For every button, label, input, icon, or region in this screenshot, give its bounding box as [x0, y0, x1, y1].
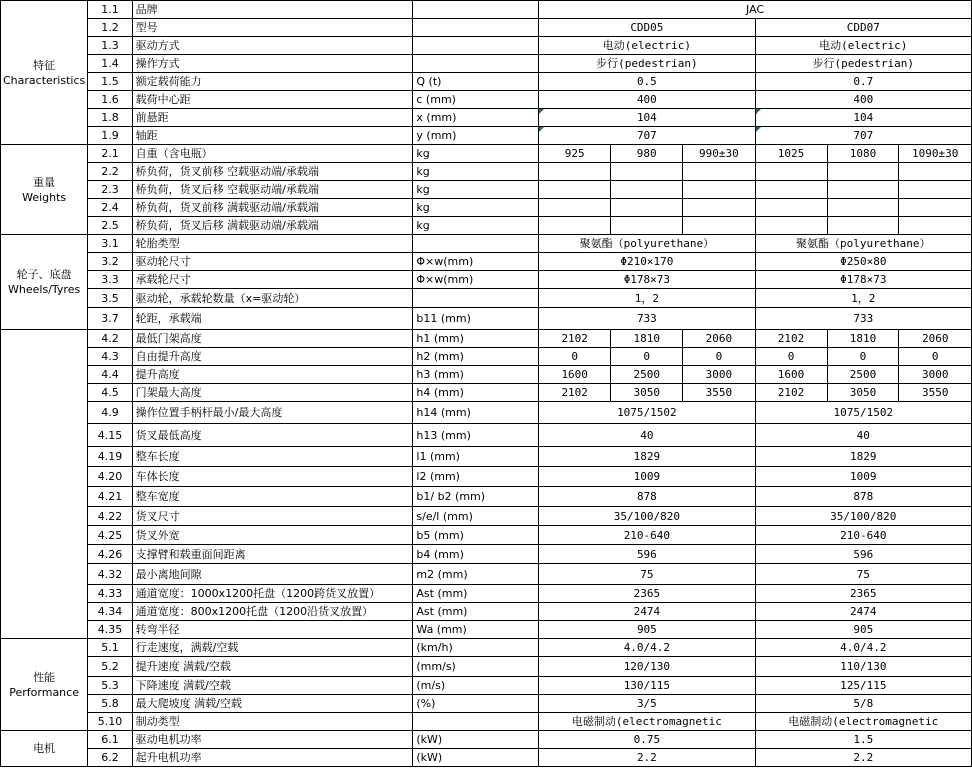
- model-a-value-cell[interactable]: Φ210×170: [539, 253, 755, 271]
- brand-value-cell[interactable]: JAC: [539, 1, 972, 19]
- model-a-value-cell[interactable]: 40: [539, 424, 755, 447]
- item-label-cell[interactable]: 操作方式: [132, 55, 413, 73]
- unit-cell[interactable]: kg: [413, 163, 539, 181]
- unit-cell[interactable]: Wa (mm): [413, 621, 539, 639]
- item-number-cell[interactable]: 5.1: [88, 639, 132, 657]
- unit-cell[interactable]: b5 (mm): [413, 526, 539, 545]
- item-number-cell[interactable]: 4.4: [88, 366, 132, 384]
- value-cell[interactable]: [827, 199, 899, 217]
- item-number-cell[interactable]: 1.4: [88, 55, 132, 73]
- item-number-cell[interactable]: 4.20: [88, 467, 132, 487]
- section-label-cell[interactable]: 电机: [1, 731, 88, 767]
- spec-row: [1, 109, 972, 127]
- model-b-value-cell[interactable]: 2474: [755, 603, 971, 621]
- value-cell[interactable]: [683, 163, 755, 181]
- unit-cell[interactable]: b4 (mm): [413, 545, 539, 564]
- item-number-cell[interactable]: 4.26: [88, 545, 132, 564]
- item-label-cell[interactable]: 桥负荷，货叉前移 空载驱动端/承载端: [132, 163, 413, 181]
- unit-cell[interactable]: [413, 19, 539, 37]
- value-cell[interactable]: 0: [539, 348, 611, 366]
- item-number-cell[interactable]: 4.34: [88, 603, 132, 621]
- model-b-value-cell[interactable]: 1.5: [755, 731, 971, 749]
- item-number-cell[interactable]: 6.2: [88, 749, 132, 767]
- value-cell[interactable]: [683, 181, 755, 199]
- model-a-value-cell[interactable]: 1075/1502: [539, 402, 755, 424]
- item-label-cell[interactable]: 行走速度，满载/空载: [132, 639, 413, 657]
- unit-cell[interactable]: (mm/s): [413, 657, 539, 677]
- item-label-cell[interactable]: 驱动轮尺寸: [132, 253, 413, 271]
- model-a-value-cell[interactable]: 1，2: [539, 289, 755, 308]
- model-b-value-cell[interactable]: 110/130: [755, 657, 971, 677]
- value-cell[interactable]: 2060: [899, 330, 972, 348]
- value-cell[interactable]: 2500: [827, 366, 899, 384]
- value-cell[interactable]: 3000: [683, 366, 755, 384]
- item-number-cell[interactable]: 3.5: [88, 289, 132, 308]
- model-b-value-cell[interactable]: 步行(pedestrian): [755, 55, 971, 73]
- item-label-cell[interactable]: 转弯半径: [132, 621, 413, 639]
- value-cell[interactable]: 3050: [827, 384, 899, 402]
- value-cell[interactable]: [611, 163, 683, 181]
- value-cell[interactable]: 1810: [611, 330, 683, 348]
- spec-row: [1, 199, 972, 217]
- value-cell[interactable]: 0: [683, 348, 755, 366]
- model-a-value-cell[interactable]: 步行(pedestrian): [539, 55, 755, 73]
- model-b-value-cell[interactable]: 聚氨酯（polyurethane）: [755, 235, 971, 253]
- unit-cell[interactable]: (%): [413, 695, 539, 713]
- unit-cell[interactable]: c (mm): [413, 91, 539, 109]
- item-label-cell[interactable]: 起升电机功率: [132, 749, 413, 767]
- item-label-cell[interactable]: 货叉最低高度: [132, 424, 413, 447]
- item-number-cell[interactable]: 4.19: [88, 447, 132, 467]
- unit-cell[interactable]: h2 (mm): [413, 348, 539, 366]
- unit-cell[interactable]: Ast (mm): [413, 585, 539, 603]
- item-label-cell[interactable]: 自由提升高度: [132, 348, 413, 366]
- model-a-value-cell[interactable]: 3/5: [539, 695, 755, 713]
- unit-cell[interactable]: h14 (mm): [413, 402, 539, 424]
- spec-row: [1, 731, 972, 749]
- model-b-value-cell[interactable]: 0.7: [755, 73, 971, 91]
- model-b-value-cell[interactable]: 2.2: [755, 749, 971, 767]
- item-label-cell[interactable]: 最低门架高度: [132, 330, 413, 348]
- model-a-value-cell[interactable]: 0.75: [539, 731, 755, 749]
- value-cell[interactable]: [539, 181, 611, 199]
- unit-cell[interactable]: [413, 289, 539, 308]
- spec-row: [1, 545, 972, 564]
- unit-cell[interactable]: kg: [413, 181, 539, 199]
- item-label-cell[interactable]: 整车宽度: [132, 487, 413, 507]
- value-cell[interactable]: 1810: [827, 330, 899, 348]
- unit-cell[interactable]: h4 (mm): [413, 384, 539, 402]
- spec-row: [1, 91, 972, 109]
- spec-row: [1, 603, 972, 621]
- spec-row: [1, 467, 972, 487]
- value-cell[interactable]: 0: [755, 348, 827, 366]
- unit-cell[interactable]: [413, 1, 539, 19]
- value-cell[interactable]: 2500: [611, 366, 683, 384]
- value-cell[interactable]: 2102: [755, 384, 827, 402]
- value-cell[interactable]: [683, 199, 755, 217]
- unit-cell[interactable]: kg: [413, 199, 539, 217]
- item-label-cell[interactable]: 前悬距: [132, 109, 413, 127]
- value-cell[interactable]: [539, 163, 611, 181]
- model-a-value-cell[interactable]: 0.5: [539, 73, 755, 91]
- unit-cell[interactable]: h3 (mm): [413, 366, 539, 384]
- value-cell[interactable]: [611, 217, 683, 235]
- item-number-cell[interactable]: 3.1: [88, 235, 132, 253]
- model-b-value-cell[interactable]: 40: [755, 424, 971, 447]
- spec-row: [1, 526, 972, 545]
- spec-row: [1, 289, 972, 308]
- model-a-value-cell[interactable]: 210-640: [539, 526, 755, 545]
- unit-cell[interactable]: h1 (mm): [413, 330, 539, 348]
- item-label-cell[interactable]: 货叉外宽: [132, 526, 413, 545]
- value-cell[interactable]: [899, 163, 972, 181]
- unit-cell[interactable]: Φ×w(mm): [413, 253, 539, 271]
- value-cell[interactable]: [755, 199, 827, 217]
- spec-row: [1, 402, 972, 424]
- spec-row: [1, 366, 972, 384]
- model-b-value-cell[interactable]: 733: [755, 308, 971, 330]
- value-cell[interactable]: 1600: [755, 366, 827, 384]
- value-cell[interactable]: [827, 217, 899, 235]
- item-label-cell[interactable]: 驱动方式: [132, 37, 413, 55]
- value-cell[interactable]: [539, 199, 611, 217]
- value-cell[interactable]: 2060: [683, 330, 755, 348]
- model-b-value-cell[interactable]: 35/100/820: [755, 507, 971, 526]
- item-number-cell[interactable]: 4.22: [88, 507, 132, 526]
- value-cell[interactable]: 3050: [611, 384, 683, 402]
- item-label-cell[interactable]: 提升高度: [132, 366, 413, 384]
- spec-row: [1, 1, 972, 19]
- value-cell[interactable]: 990±30: [683, 145, 755, 163]
- item-label-cell[interactable]: 桥负荷，货叉后移 空载驱动端/承载端: [132, 181, 413, 199]
- model-b-value-cell[interactable]: 1829: [755, 447, 971, 467]
- spec-row: [1, 271, 972, 289]
- model-b-value-cell[interactable]: 电磁制动(electromagnetic: [755, 713, 971, 731]
- model-a-value-cell[interactable]: 400: [539, 91, 755, 109]
- unit-cell[interactable]: x (mm): [413, 109, 539, 127]
- item-number-cell[interactable]: 4.2: [88, 330, 132, 348]
- spec-row: [1, 253, 972, 271]
- model-b-value-cell[interactable]: 1075/1502: [755, 402, 971, 424]
- unit-cell[interactable]: [413, 235, 539, 253]
- spec-row: [1, 19, 972, 37]
- spec-row: [1, 424, 972, 447]
- value-cell[interactable]: [899, 217, 972, 235]
- section-label-cell[interactable]: [1, 330, 88, 639]
- model-a-value-cell[interactable]: 聚氨酯（polyurethane）: [539, 235, 755, 253]
- model-b-value-cell[interactable]: Φ178×73: [755, 271, 971, 289]
- item-label-cell[interactable]: 品牌: [132, 1, 413, 19]
- model-a-value-cell[interactable]: 电动(electric): [539, 37, 755, 55]
- item-label-cell[interactable]: 通道宽度：800x1200托盘（1200沿货叉放置）: [132, 603, 413, 621]
- model-a-value-cell[interactable]: 35/100/820: [539, 507, 755, 526]
- value-cell[interactable]: 2102: [539, 330, 611, 348]
- spec-row: [1, 713, 972, 731]
- value-cell[interactable]: 1025: [755, 145, 827, 163]
- spec-row: [1, 348, 972, 366]
- spec-row: [1, 585, 972, 603]
- item-label-cell[interactable]: 操作位置手柄杆最小/最大高度: [132, 402, 413, 424]
- value-cell[interactable]: [611, 199, 683, 217]
- item-number-cell[interactable]: 2.4: [88, 199, 132, 217]
- model-a-value-cell[interactable]: 905: [539, 621, 755, 639]
- model-b-value-cell[interactable]: CDD07: [755, 19, 971, 37]
- model-b-value-cell[interactable]: 210-640: [755, 526, 971, 545]
- spec-row: [1, 217, 972, 235]
- unit-cell[interactable]: [413, 37, 539, 55]
- value-cell[interactable]: 0: [827, 348, 899, 366]
- spec-row: [1, 235, 972, 253]
- item-number-cell[interactable]: 1.6: [88, 91, 132, 109]
- spec-row: [1, 487, 972, 507]
- model-b-value-cell[interactable]: 104: [755, 109, 971, 127]
- unit-cell[interactable]: l2 (mm): [413, 467, 539, 487]
- unit-cell[interactable]: (kW): [413, 731, 539, 749]
- item-number-cell[interactable]: 2.2: [88, 163, 132, 181]
- value-cell[interactable]: 1600: [539, 366, 611, 384]
- spec-row: [1, 657, 972, 677]
- unit-cell[interactable]: (m/s): [413, 677, 539, 695]
- item-number-cell[interactable]: 6.1: [88, 731, 132, 749]
- item-label-cell[interactable]: 支撑臂和载重面间距离: [132, 545, 413, 564]
- item-label-cell[interactable]: 提升速度 满载/空载: [132, 657, 413, 677]
- item-label-cell[interactable]: 驱动电机功率: [132, 731, 413, 749]
- model-a-value-cell[interactable]: 2474: [539, 603, 755, 621]
- spec-row: [1, 564, 972, 585]
- item-number-cell[interactable]: 4.3: [88, 348, 132, 366]
- value-cell[interactable]: 0: [899, 348, 972, 366]
- item-number-cell[interactable]: 4.9: [88, 402, 132, 424]
- model-b-value-cell[interactable]: 5/8: [755, 695, 971, 713]
- model-b-value-cell[interactable]: 905: [755, 621, 971, 639]
- model-b-value-cell[interactable]: 878: [755, 487, 971, 507]
- model-a-value-cell[interactable]: 4.0/4.2: [539, 639, 755, 657]
- spec-row: [1, 507, 972, 526]
- value-cell[interactable]: 2102: [539, 384, 611, 402]
- item-number-cell[interactable]: 5.2: [88, 657, 132, 677]
- item-label-cell[interactable]: 门架最大高度: [132, 384, 413, 402]
- value-cell[interactable]: [827, 163, 899, 181]
- item-number-cell[interactable]: 4.32: [88, 564, 132, 585]
- item-label-cell[interactable]: 整车长度: [132, 447, 413, 467]
- value-cell[interactable]: 3550: [683, 384, 755, 402]
- spec-row: [1, 639, 972, 657]
- item-number-cell[interactable]: 4.35: [88, 621, 132, 639]
- value-cell[interactable]: 3000: [899, 366, 972, 384]
- item-label-cell[interactable]: 额定载荷能力: [132, 73, 413, 91]
- item-number-cell[interactable]: 3.7: [88, 308, 132, 330]
- unit-cell[interactable]: Q (t): [413, 73, 539, 91]
- model-a-value-cell[interactable]: 1829: [539, 447, 755, 467]
- item-number-cell[interactable]: 1.3: [88, 37, 132, 55]
- model-a-value-cell[interactable]: 878: [539, 487, 755, 507]
- unit-cell[interactable]: b11 (mm): [413, 308, 539, 330]
- model-a-value-cell[interactable]: 596: [539, 545, 755, 564]
- spec-row: [1, 749, 972, 767]
- unit-cell[interactable]: Ast (mm): [413, 603, 539, 621]
- item-label-cell[interactable]: 下降速度 满载/空载: [132, 677, 413, 695]
- item-number-cell[interactable]: 1.1: [88, 1, 132, 19]
- item-label-cell[interactable]: 载荷中心距: [132, 91, 413, 109]
- value-cell[interactable]: [827, 181, 899, 199]
- item-number-cell[interactable]: 5.8: [88, 695, 132, 713]
- value-cell[interactable]: [755, 181, 827, 199]
- model-a-value-cell[interactable]: 75: [539, 564, 755, 585]
- unit-cell[interactable]: b1/ b2 (mm): [413, 487, 539, 507]
- item-number-cell[interactable]: 3.2: [88, 253, 132, 271]
- item-label-cell[interactable]: 桥负荷，货叉前移 满载驱动端/承载端: [132, 199, 413, 217]
- item-number-cell[interactable]: 2.5: [88, 217, 132, 235]
- value-cell[interactable]: [755, 217, 827, 235]
- value-cell[interactable]: [755, 163, 827, 181]
- spec-row: [1, 127, 972, 145]
- model-a-value-cell[interactable]: CDD05: [539, 19, 755, 37]
- item-number-cell[interactable]: 4.15: [88, 424, 132, 447]
- item-label-cell[interactable]: 桥负荷，货叉后移 满载驱动端/承载端: [132, 217, 413, 235]
- item-label-cell[interactable]: 轮胎类型: [132, 235, 413, 253]
- unit-cell[interactable]: kg: [413, 145, 539, 163]
- item-number-cell[interactable]: 4.25: [88, 526, 132, 545]
- spec-row: [1, 308, 972, 330]
- model-a-value-cell[interactable]: Φ178×73: [539, 271, 755, 289]
- unit-cell[interactable]: m2 (mm): [413, 564, 539, 585]
- unit-cell[interactable]: y (mm): [413, 127, 539, 145]
- section-label-cell[interactable]: 特征 Characteristics: [1, 1, 88, 145]
- value-cell[interactable]: [899, 181, 972, 199]
- item-label-cell[interactable]: 轮距，承载端: [132, 308, 413, 330]
- unit-cell[interactable]: Φ×w(mm): [413, 271, 539, 289]
- section-label-cell[interactable]: 性能 Performance: [1, 639, 88, 731]
- spec-row: [1, 447, 972, 467]
- item-number-cell[interactable]: 1.2: [88, 19, 132, 37]
- spec-row: [1, 384, 972, 402]
- item-label-cell[interactable]: 型号: [132, 19, 413, 37]
- spec-row: [1, 145, 972, 163]
- spec-row: [1, 73, 972, 91]
- value-cell[interactable]: 980: [611, 145, 683, 163]
- value-cell[interactable]: 2102: [755, 330, 827, 348]
- model-b-value-cell[interactable]: 596: [755, 545, 971, 564]
- item-number-cell[interactable]: 3.3: [88, 271, 132, 289]
- model-a-value-cell[interactable]: 电磁制动(electromagnetic: [539, 713, 755, 731]
- section-label-cell[interactable]: 轮子、底盘 Wheels/Tyres: [1, 235, 88, 330]
- model-b-value-cell[interactable]: 400: [755, 91, 971, 109]
- item-number-cell[interactable]: 4.5: [88, 384, 132, 402]
- spec-row: [1, 55, 972, 73]
- model-a-value-cell[interactable]: 130/115: [539, 677, 755, 695]
- value-cell[interactable]: [539, 217, 611, 235]
- item-number-cell[interactable]: 5.3: [88, 677, 132, 695]
- model-a-value-cell[interactable]: 733: [539, 308, 755, 330]
- item-label-cell[interactable]: 通道宽度：1000x1200托盘（1200跨货叉放置）: [132, 585, 413, 603]
- spec-table-body: [1, 1, 972, 767]
- model-b-value-cell[interactable]: Φ250×80: [755, 253, 971, 271]
- unit-cell[interactable]: (kW): [413, 749, 539, 767]
- item-number-cell[interactable]: 1.5: [88, 73, 132, 91]
- item-label-cell[interactable]: 货叉尺寸: [132, 507, 413, 526]
- item-label-cell[interactable]: 自重（含电瓶）: [132, 145, 413, 163]
- item-number-cell[interactable]: 2.3: [88, 181, 132, 199]
- value-cell[interactable]: 0: [611, 348, 683, 366]
- model-b-value-cell[interactable]: 电动(electric): [755, 37, 971, 55]
- item-number-cell[interactable]: 4.21: [88, 487, 132, 507]
- unit-cell[interactable]: h13 (mm): [413, 424, 539, 447]
- model-b-value-cell[interactable]: 707: [755, 127, 971, 145]
- item-label-cell[interactable]: 驱动轮，承载轮数量（x=驱动轮）: [132, 289, 413, 308]
- item-label-cell[interactable]: 承载轮尺寸: [132, 271, 413, 289]
- spec-row: [1, 37, 972, 55]
- spec-row: [1, 677, 972, 695]
- model-a-value-cell[interactable]: 1009: [539, 467, 755, 487]
- unit-cell[interactable]: (km/h): [413, 639, 539, 657]
- value-cell[interactable]: 3550: [899, 384, 972, 402]
- spec-row: [1, 163, 972, 181]
- value-cell[interactable]: 1080: [827, 145, 899, 163]
- value-cell[interactable]: [683, 217, 755, 235]
- item-number-cell[interactable]: 4.33: [88, 585, 132, 603]
- spec-row: [1, 695, 972, 713]
- model-b-value-cell[interactable]: 1009: [755, 467, 971, 487]
- item-label-cell[interactable]: 最小离地间隙: [132, 564, 413, 585]
- spec-row: [1, 330, 972, 348]
- model-a-value-cell[interactable]: 2365: [539, 585, 755, 603]
- unit-cell[interactable]: l1 (mm): [413, 447, 539, 467]
- item-label-cell[interactable]: 最大爬坡度 满载/空载: [132, 695, 413, 713]
- item-number-cell[interactable]: 5.10: [88, 713, 132, 731]
- model-b-value-cell[interactable]: 2365: [755, 585, 971, 603]
- model-b-value-cell[interactable]: 75: [755, 564, 971, 585]
- item-number-cell[interactable]: 1.8: [88, 109, 132, 127]
- model-b-value-cell[interactable]: 1，2: [755, 289, 971, 308]
- item-number-cell[interactable]: 2.1: [88, 145, 132, 163]
- model-a-value-cell[interactable]: 120/130: [539, 657, 755, 677]
- unit-cell[interactable]: [413, 55, 539, 73]
- model-a-value-cell[interactable]: 104: [539, 109, 755, 127]
- spec-row: [1, 181, 972, 199]
- model-b-value-cell[interactable]: 4.0/4.2: [755, 639, 971, 657]
- item-label-cell[interactable]: 轴距: [132, 127, 413, 145]
- unit-cell[interactable]: kg: [413, 217, 539, 235]
- value-cell[interactable]: [611, 181, 683, 199]
- item-number-cell[interactable]: 1.9: [88, 127, 132, 145]
- section-label-cell[interactable]: 重量 Weights: [1, 145, 88, 235]
- spec-row: [1, 621, 972, 639]
- item-label-cell[interactable]: 车体长度: [132, 467, 413, 487]
- unit-cell[interactable]: s/e/l (mm): [413, 507, 539, 526]
- item-label-cell[interactable]: 制动类型: [132, 713, 413, 731]
- value-cell[interactable]: 925: [539, 145, 611, 163]
- value-cell[interactable]: [899, 199, 972, 217]
- model-a-value-cell[interactable]: 707: [539, 127, 755, 145]
- unit-cell[interactable]: [413, 713, 539, 731]
- model-b-value-cell[interactable]: 125/115: [755, 677, 971, 695]
- value-cell[interactable]: 1090±30: [899, 145, 972, 163]
- model-a-value-cell[interactable]: 2.2: [539, 749, 755, 767]
